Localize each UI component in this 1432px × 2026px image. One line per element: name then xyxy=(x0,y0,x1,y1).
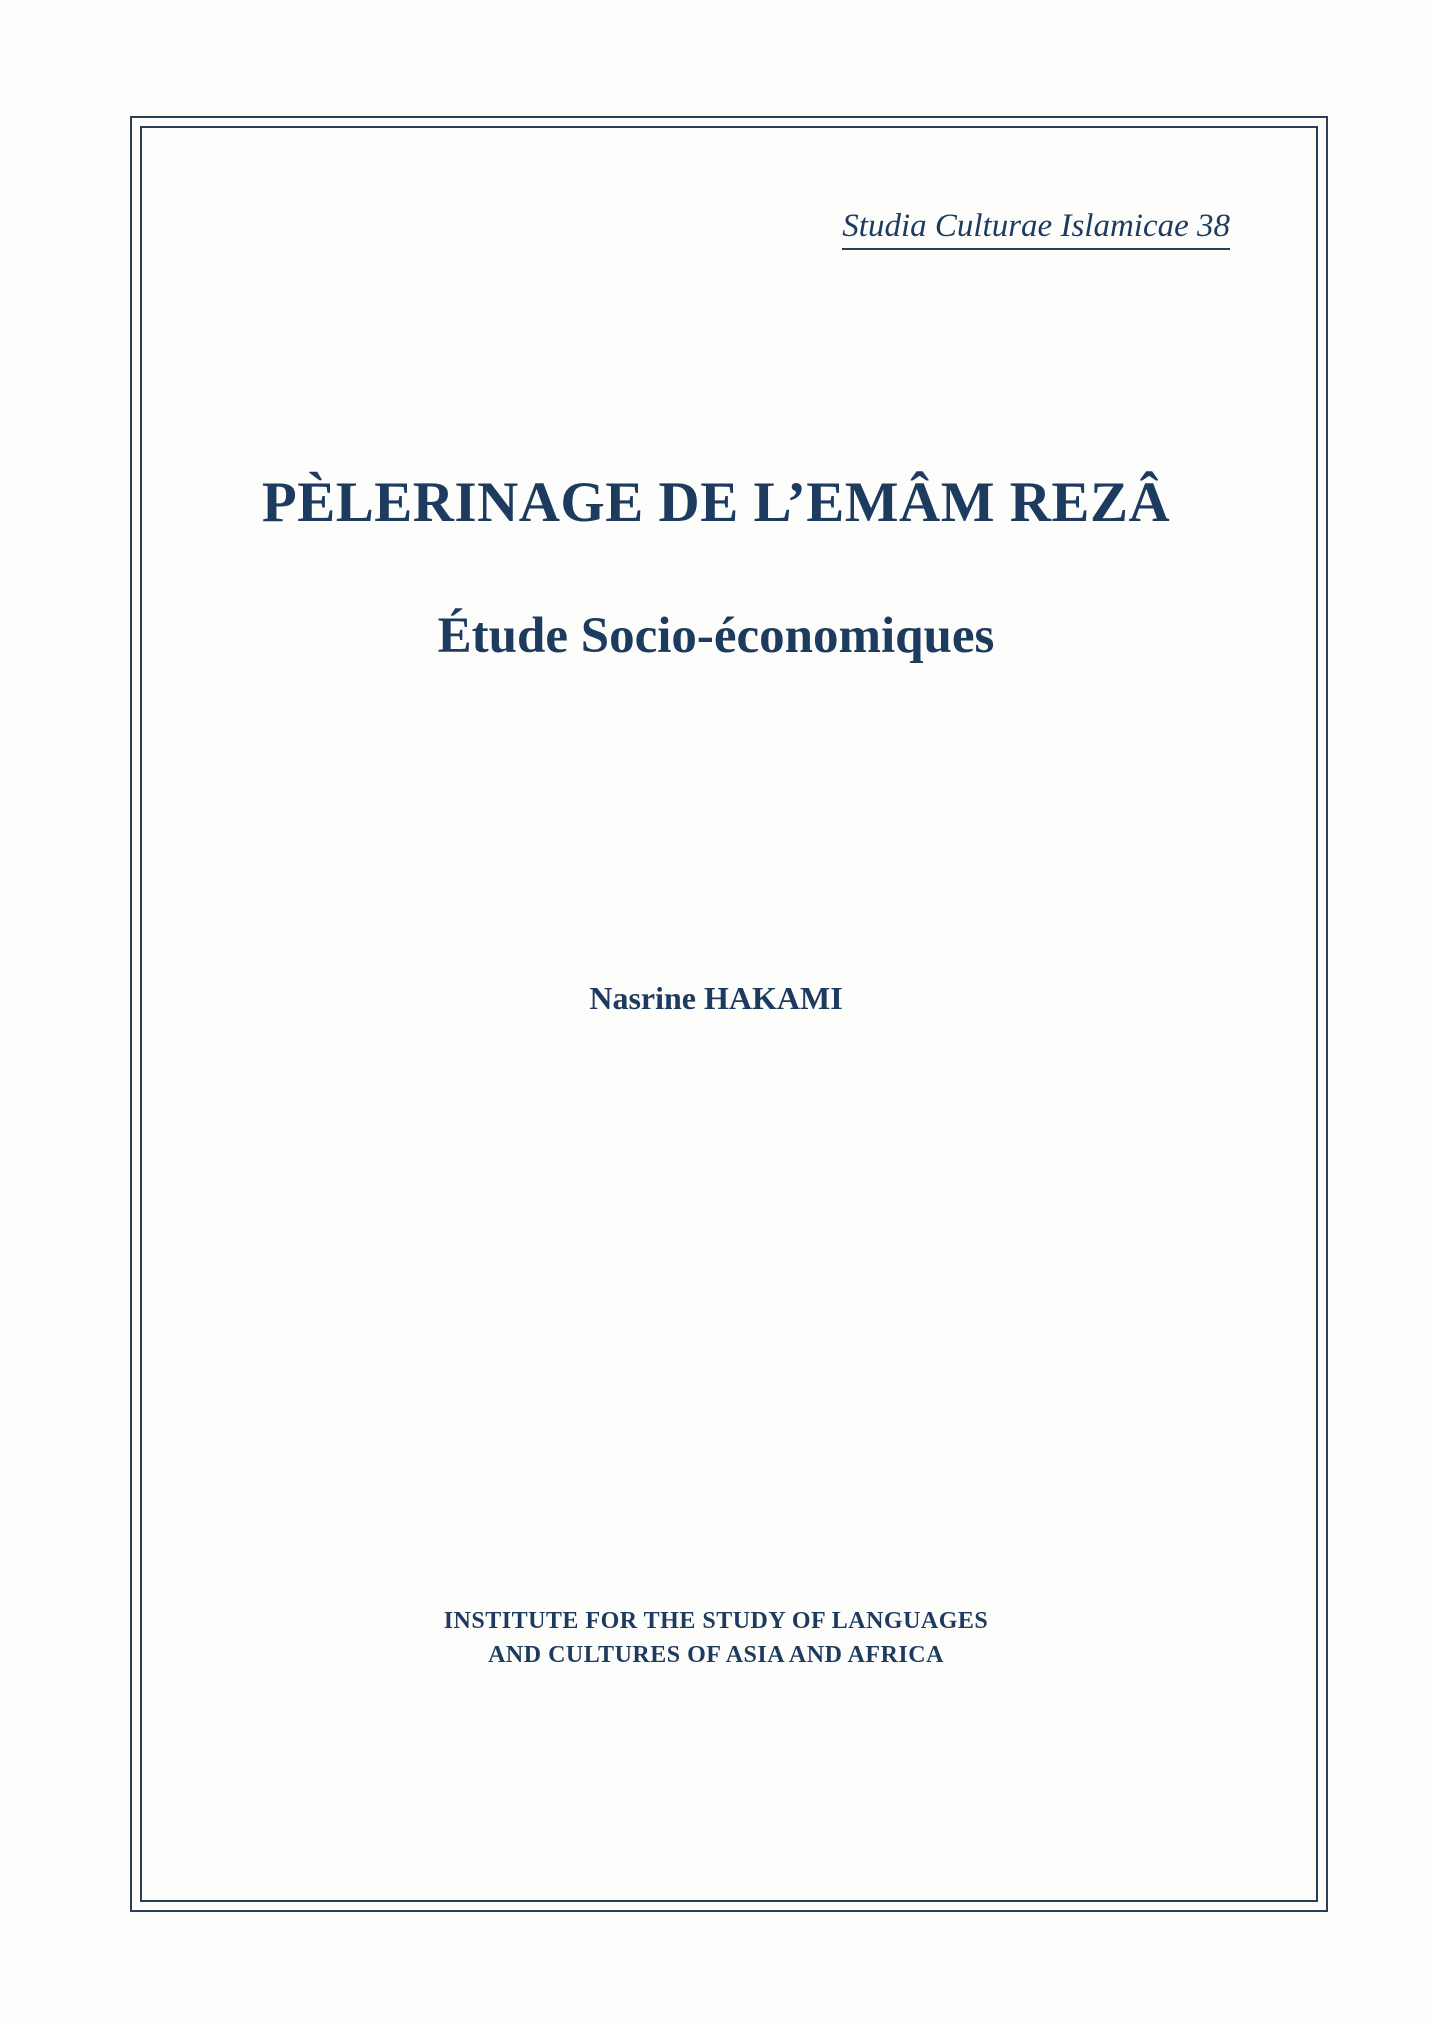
publisher-block xyxy=(0,1604,1432,1672)
book-title: PÈLERINAGE DE L’EMÂM REZÂ xyxy=(261,471,1171,534)
series-label: Studia Culturae Islamicae 38 xyxy=(842,206,1230,250)
author-name: Nasrine HAKAMI xyxy=(589,980,843,1016)
book-subtitle: Étude Socio-économiques xyxy=(437,608,995,664)
publisher-line-1: INSTITUTE FOR THE STUDY OF LANGUAGES xyxy=(443,1608,989,1634)
publisher-line-2: AND CULTURES OF ASIA AND AFRICA xyxy=(488,1642,944,1668)
